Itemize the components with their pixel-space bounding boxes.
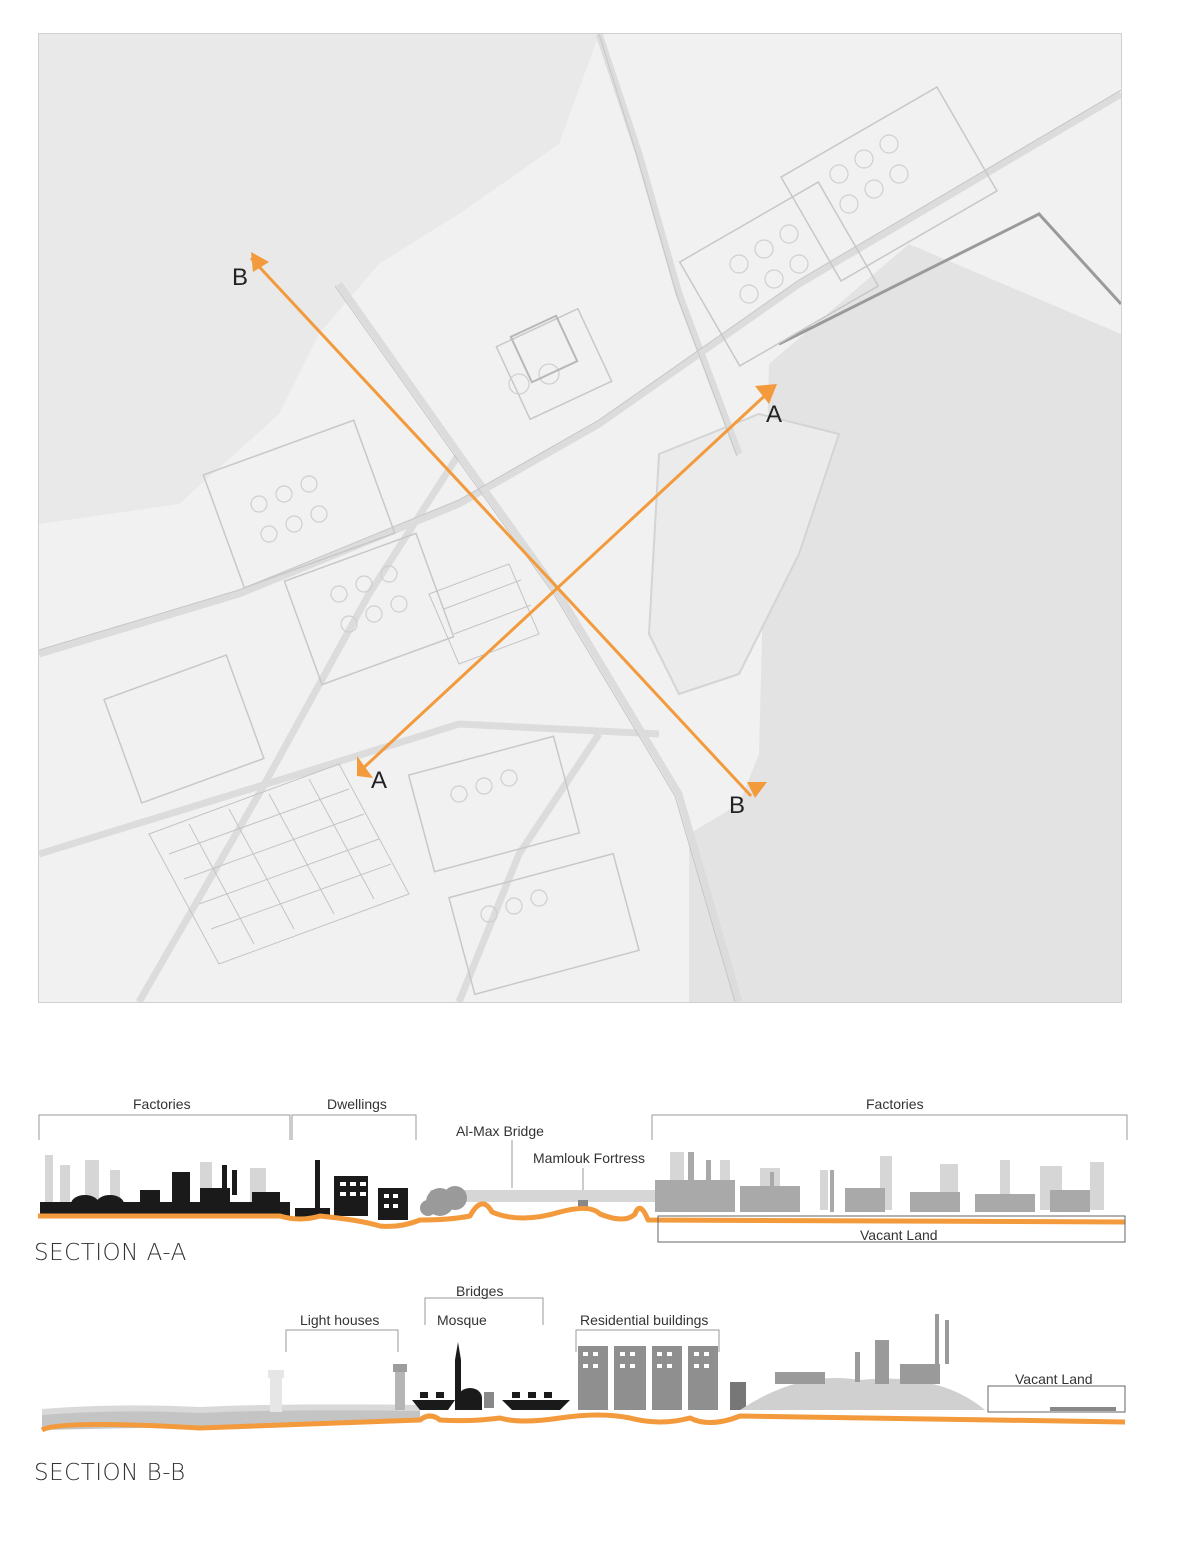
label-bridges: Bridges <box>456 1283 504 1299</box>
mosque-silhouette <box>455 1342 482 1410</box>
site-plan-map <box>38 33 1122 1003</box>
marker-label-a-start: A <box>371 767 388 794</box>
map-drawing <box>39 34 1121 1002</box>
factories-silhouette-b <box>775 1314 949 1384</box>
marker-label-b-start: B <box>232 264 249 291</box>
sea-area-northwest <box>39 34 599 524</box>
section-b-b-title: SECTION B-B <box>34 1460 186 1486</box>
label-light-houses: Light houses <box>300 1312 380 1328</box>
marker-label-b-end: B <box>729 792 746 819</box>
label-vacant-land-b: Vacant Land <box>1015 1371 1093 1387</box>
label-mosque: Mosque <box>437 1312 487 1328</box>
label-residential-buildings: Residential buildings <box>580 1312 709 1328</box>
section-a-a-title: SECTION A-A <box>34 1240 187 1266</box>
small-building <box>484 1392 494 1408</box>
label-dwellings: Dwellings <box>327 1096 387 1112</box>
stadium <box>511 316 577 382</box>
section-b-b-drawing <box>0 1280 1193 1450</box>
vacant-land-strip <box>1050 1407 1116 1411</box>
dwellings-block <box>149 564 539 964</box>
label-al-max-bridge: Al-Max Bridge <box>456 1123 544 1139</box>
section-a-a-drawing <box>0 1090 1193 1250</box>
label-vacant-land-a: Vacant Land <box>860 1227 938 1243</box>
trees-silhouette <box>420 1186 467 1216</box>
label-factories-right: Factories <box>866 1096 924 1112</box>
label-mamlouk-fortress: Mamlouk Fortress <box>533 1150 646 1166</box>
marker-label-a-end: A <box>766 401 783 428</box>
dwellings-silhouette <box>295 1160 408 1220</box>
label-factories-left: Factories <box>133 1096 191 1112</box>
